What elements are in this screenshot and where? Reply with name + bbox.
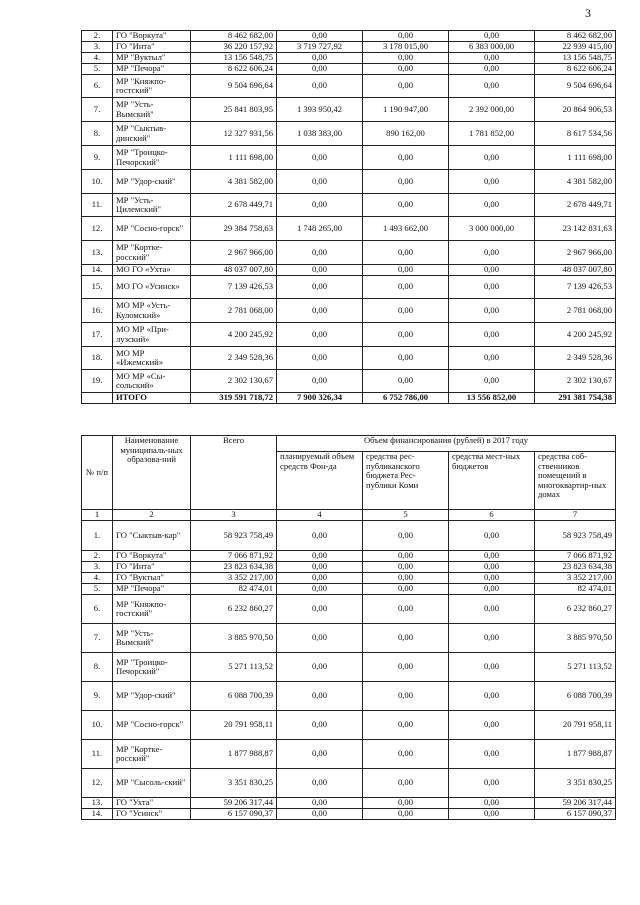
municipality-name: МР "Корткe-росский"	[113, 241, 191, 265]
row-number: 15.	[82, 276, 113, 299]
fund-amount: 0,00	[277, 170, 363, 194]
local-budget-amount: 0,00	[449, 769, 535, 798]
table-row	[82, 265, 616, 276]
municipality-name: МР "Корткe-росский"	[113, 740, 191, 769]
owners-amount: 2 678 449,71	[535, 194, 616, 217]
row-number: 6.	[82, 75, 113, 98]
local-budget-amount: 0,00	[449, 809, 535, 820]
fund-amount: 0,00	[277, 798, 363, 809]
municipality-name: МР "Удор-ский"	[113, 682, 191, 711]
total-amount: 6 232 860,27	[191, 595, 277, 624]
total-amount: 3 352 217,00	[191, 573, 277, 584]
republic-budget-amount: 0,00	[363, 521, 449, 551]
table-row	[82, 276, 616, 299]
owners-amount: 8 462 682,00	[535, 31, 616, 42]
owners-amount: 291 381 754,38	[535, 393, 616, 404]
republic-budget-amount: 890 162,00	[363, 122, 449, 146]
local-budget-amount: 0,00	[449, 323, 535, 347]
republic-budget-amount: 0,00	[363, 323, 449, 347]
table-row	[82, 98, 616, 122]
fund-amount: 0,00	[277, 64, 363, 75]
owners-amount: 5 271 113,52	[535, 653, 616, 682]
owners-amount: 23 823 634,38	[535, 562, 616, 573]
fund-amount: 0,00	[277, 653, 363, 682]
table-row	[82, 323, 616, 347]
fund-amount: 0,00	[277, 809, 363, 820]
row-number: 12.	[82, 217, 113, 241]
municipality-name: МО ГО «Усинск»	[113, 276, 191, 299]
municipality-name: ГО "Воркута"	[113, 551, 191, 562]
owners-amount: 3 352 217,00	[535, 573, 616, 584]
total-amount: 1 877 988,87	[191, 740, 277, 769]
republic-budget-amount: 0,00	[363, 194, 449, 217]
fund-amount: 0,00	[277, 31, 363, 42]
local-budget-amount: 0,00	[449, 711, 535, 740]
local-budget-amount: 0,00	[449, 562, 535, 573]
total-amount: 58 923 758,49	[191, 521, 277, 551]
table-row	[82, 573, 616, 584]
local-budget-amount: 0,00	[449, 53, 535, 64]
republic-budget-amount: 3 178 015,00	[363, 42, 449, 53]
fund-amount: 0,00	[277, 299, 363, 323]
table-row	[82, 682, 616, 711]
row-number: 6.	[82, 595, 113, 624]
column-index: 5	[363, 510, 449, 521]
municipality-name: МР "Троицко-Печорский"	[113, 653, 191, 682]
local-budget-amount: 0,00	[449, 347, 535, 370]
row-number: 10.	[82, 711, 113, 740]
table-row	[82, 809, 616, 820]
owners-amount: 82 474,01	[535, 584, 616, 595]
table-row	[82, 624, 616, 653]
owners-amount: 20 864 906,53	[535, 98, 616, 122]
row-number: 2.	[82, 31, 113, 42]
local-budget-amount: 3 000 000,00	[449, 217, 535, 241]
header-local: средства мест-ных бюджетов	[449, 452, 535, 510]
header-num: № п/п	[82, 436, 113, 510]
republic-budget-amount: 0,00	[363, 595, 449, 624]
row-number: 7.	[82, 98, 113, 122]
table-row	[82, 551, 616, 562]
fund-amount: 0,00	[277, 241, 363, 265]
row-number: 4.	[82, 53, 113, 64]
total-amount: 29 384 758,63	[191, 217, 277, 241]
fund-amount: 0,00	[277, 521, 363, 551]
owners-amount: 2 781 068,00	[535, 299, 616, 323]
republic-budget-amount: 0,00	[363, 53, 449, 64]
municipality-name: МО МР «Ижемский»	[113, 347, 191, 370]
table-row	[82, 31, 616, 42]
total-amount: 13 156 548,75	[191, 53, 277, 64]
total-amount: 2 302 130,67	[191, 370, 277, 393]
republic-budget-amount: 0,00	[363, 64, 449, 75]
table-row	[82, 241, 616, 265]
row-number: 8.	[82, 653, 113, 682]
republic-budget-amount: 0,00	[363, 798, 449, 809]
fund-amount: 0,00	[277, 370, 363, 393]
table-row	[82, 53, 616, 64]
fund-amount: 3 719 727,92	[277, 42, 363, 53]
total-amount: 2 781 068,00	[191, 299, 277, 323]
table-row	[82, 217, 616, 241]
owners-amount: 6 157 090,37	[535, 809, 616, 820]
republic-budget-amount: 0,00	[363, 584, 449, 595]
row-number: 4.	[82, 573, 113, 584]
owners-amount: 7 139 426,53	[535, 276, 616, 299]
municipality-name: МР "Усть-Цилемский"	[113, 194, 191, 217]
fund-amount: 0,00	[277, 740, 363, 769]
table-row	[82, 122, 616, 146]
municipality-name: МР "Троицко-Печорский"	[113, 146, 191, 170]
table-row	[82, 769, 616, 798]
header-owners: средства соб-ственников помещений в многоквартир-ных домах	[535, 452, 616, 510]
column-index: 7	[535, 510, 616, 521]
row-number: 13.	[82, 241, 113, 265]
row-number: 7.	[82, 624, 113, 653]
financing-table-2017	[81, 435, 616, 820]
republic-budget-amount: 0,00	[363, 809, 449, 820]
owners-amount: 23 142 831,63	[535, 217, 616, 241]
municipality-name: ГО "Инта"	[113, 42, 191, 53]
fund-amount: 0,00	[277, 146, 363, 170]
local-budget-amount: 0,00	[449, 551, 535, 562]
owners-amount: 20 791 958,11	[535, 711, 616, 740]
republic-budget-amount: 0,00	[363, 653, 449, 682]
fund-amount: 7 900 326,34	[277, 393, 363, 404]
row-number: 8.	[82, 122, 113, 146]
total-amount: 2 349 528,36	[191, 347, 277, 370]
municipality-name: МР "Печора"	[113, 584, 191, 595]
municipality-name: ГО "Сыктыв-кар"	[113, 521, 191, 551]
row-number: 9.	[82, 682, 113, 711]
total-amount: 9 504 696,64	[191, 75, 277, 98]
row-number: 18.	[82, 347, 113, 370]
owners-amount: 4 200 245,92	[535, 323, 616, 347]
municipality-name: МР "Вуктыл"	[113, 53, 191, 64]
table-row	[82, 584, 616, 595]
table-row	[82, 740, 616, 769]
republic-budget-amount: 0,00	[363, 31, 449, 42]
municipality-name: ГО "Ухта"	[113, 798, 191, 809]
total-amount: 48 037 007,80	[191, 265, 277, 276]
fund-amount: 0,00	[277, 347, 363, 370]
table-row	[82, 194, 616, 217]
republic-budget-amount: 1 493 662,00	[363, 217, 449, 241]
owners-amount: 58 923 758,49	[535, 521, 616, 551]
table-row	[82, 170, 616, 194]
republic-budget-amount: 0,00	[363, 624, 449, 653]
table-row	[82, 521, 616, 551]
local-budget-amount: 0,00	[449, 241, 535, 265]
municipality-name: МО МР «Усть-Куломский»	[113, 299, 191, 323]
total-row	[82, 393, 616, 404]
fund-amount: 0,00	[277, 323, 363, 347]
municipality-name: МР "Усть-Вымский"	[113, 98, 191, 122]
municipality-name: МР "Сосно-горск"	[113, 711, 191, 740]
local-budget-amount: 0,00	[449, 595, 535, 624]
row-number: 9.	[82, 146, 113, 170]
total-label: ИТОГО	[113, 393, 191, 404]
row-number: 13.	[82, 798, 113, 809]
page-number: 3	[585, 6, 591, 20]
total-amount: 4 200 245,92	[191, 323, 277, 347]
total-amount: 23 823 634,38	[191, 562, 277, 573]
fund-amount: 0,00	[277, 53, 363, 64]
row-number: 11.	[82, 194, 113, 217]
table-row	[82, 347, 616, 370]
fund-amount: 1 748 265,00	[277, 217, 363, 241]
row-number: 19.	[82, 370, 113, 393]
municipality-name: ГО "Инта"	[113, 562, 191, 573]
fund-amount: 0,00	[277, 265, 363, 276]
local-budget-amount: 0,00	[449, 370, 535, 393]
total-amount: 5 271 113,52	[191, 653, 277, 682]
total-amount: 4 381 582,00	[191, 170, 277, 194]
municipality-name: МО ГО «Ухта»	[113, 265, 191, 276]
owners-amount: 48 037 007,80	[535, 265, 616, 276]
republic-budget-amount: 0,00	[363, 573, 449, 584]
owners-amount: 3 351 830,25	[535, 769, 616, 798]
owners-amount: 4 381 582,00	[535, 170, 616, 194]
local-budget-amount: 0,00	[449, 146, 535, 170]
total-amount: 6 088 700,39	[191, 682, 277, 711]
total-amount: 59 206 317,44	[191, 798, 277, 809]
local-budget-amount: 13 556 852,00	[449, 393, 535, 404]
row-number: 2.	[82, 551, 113, 562]
local-budget-amount: 2 392 000,00	[449, 98, 535, 122]
municipality-name: ГО "Воркута"	[113, 31, 191, 42]
republic-budget-amount: 6 752 786,00	[363, 393, 449, 404]
republic-budget-amount: 0,00	[363, 146, 449, 170]
row-number: 12.	[82, 769, 113, 798]
local-budget-amount: 0,00	[449, 299, 535, 323]
fund-amount: 0,00	[277, 276, 363, 299]
municipality-name: МР "Княжпо-гостский"	[113, 595, 191, 624]
municipality-name: ГО "Вуктыл"	[113, 573, 191, 584]
header-name: Наименование муниципаль-ных образова-ний	[113, 436, 191, 510]
table-row	[82, 146, 616, 170]
republic-budget-amount: 0,00	[363, 299, 449, 323]
local-budget-amount: 0,00	[449, 64, 535, 75]
municipality-name: МР "Удор-ский"	[113, 170, 191, 194]
column-index: 6	[449, 510, 535, 521]
row-number	[82, 393, 113, 404]
column-index: 3	[191, 510, 277, 521]
table-row	[82, 299, 616, 323]
total-amount: 25 841 803,95	[191, 98, 277, 122]
table-row	[82, 75, 616, 98]
owners-amount: 22 939 415,00	[535, 42, 616, 53]
owners-amount: 8 617 534,56	[535, 122, 616, 146]
header-group: Объем финансирования (рублей) в 2017 году	[277, 436, 616, 452]
republic-budget-amount: 0,00	[363, 241, 449, 265]
header-total: Всего	[191, 436, 277, 510]
fund-amount: 0,00	[277, 562, 363, 573]
owners-amount: 59 206 317,44	[535, 798, 616, 809]
fund-amount: 0,00	[277, 573, 363, 584]
local-budget-amount: 0,00	[449, 265, 535, 276]
total-amount: 20 791 958,11	[191, 711, 277, 740]
total-amount: 319 591 718,72	[191, 393, 277, 404]
total-amount: 7 139 426,53	[191, 276, 277, 299]
local-budget-amount: 0,00	[449, 653, 535, 682]
municipality-name: МР "Сыктыв-динский"	[113, 122, 191, 146]
republic-budget-amount: 1 190 947,00	[363, 98, 449, 122]
total-amount: 36 220 157,92	[191, 42, 277, 53]
table-row	[82, 595, 616, 624]
fund-amount: 0,00	[277, 75, 363, 98]
fund-amount: 1 393 950,42	[277, 98, 363, 122]
municipality-name: ГО "Усинск"	[113, 809, 191, 820]
local-budget-amount: 0,00	[449, 276, 535, 299]
owners-amount: 9 504 696,64	[535, 75, 616, 98]
municipality-name: МО МР «Сы-сольский»	[113, 370, 191, 393]
republic-budget-amount: 0,00	[363, 682, 449, 711]
local-budget-amount: 0,00	[449, 740, 535, 769]
owners-amount: 6 232 860,27	[535, 595, 616, 624]
table-row	[82, 562, 616, 573]
row-number: 11.	[82, 740, 113, 769]
owners-amount: 3 885 970,50	[535, 624, 616, 653]
total-amount: 12 327 931,56	[191, 122, 277, 146]
table-row	[82, 42, 616, 53]
table-row	[82, 711, 616, 740]
row-number: 1.	[82, 521, 113, 551]
row-number: 3.	[82, 562, 113, 573]
republic-budget-amount: 0,00	[363, 551, 449, 562]
fund-amount: 0,00	[277, 595, 363, 624]
local-budget-amount: 0,00	[449, 170, 535, 194]
total-amount: 2 967 966,00	[191, 241, 277, 265]
total-amount: 2 678 449,71	[191, 194, 277, 217]
local-budget-amount: 0,00	[449, 798, 535, 809]
total-amount: 3 351 830,25	[191, 769, 277, 798]
row-number: 14.	[82, 809, 113, 820]
fund-amount: 0,00	[277, 711, 363, 740]
owners-amount: 7 066 871,92	[535, 551, 616, 562]
table-row	[82, 370, 616, 393]
column-index: 4	[277, 510, 363, 521]
republic-budget-amount: 0,00	[363, 370, 449, 393]
republic-budget-amount: 0,00	[363, 170, 449, 194]
municipality-name: МР "Сысоль-ский"	[113, 769, 191, 798]
local-budget-amount: 0,00	[449, 584, 535, 595]
row-number: 10.	[82, 170, 113, 194]
republic-budget-amount: 0,00	[363, 769, 449, 798]
owners-amount: 2 967 966,00	[535, 241, 616, 265]
local-budget-amount: 0,00	[449, 682, 535, 711]
row-number: 5.	[82, 64, 113, 75]
total-amount: 1 111 698,00	[191, 146, 277, 170]
owners-amount: 1 111 698,00	[535, 146, 616, 170]
total-amount: 3 885 970,50	[191, 624, 277, 653]
total-amount: 8 622 606,24	[191, 64, 277, 75]
owners-amount: 8 622 606,24	[535, 64, 616, 75]
fund-amount: 1 038 383,00	[277, 122, 363, 146]
total-amount: 7 066 871,92	[191, 551, 277, 562]
local-budget-amount: 0,00	[449, 31, 535, 42]
owners-amount: 13 156 548,75	[535, 53, 616, 64]
row-number: 5.	[82, 584, 113, 595]
municipality-name: МР "Княжпо-гостский"	[113, 75, 191, 98]
local-budget-amount: 0,00	[449, 521, 535, 551]
owners-amount: 2 349 528,36	[535, 347, 616, 370]
local-budget-amount: 6 383 000,00	[449, 42, 535, 53]
fund-amount: 0,00	[277, 682, 363, 711]
local-budget-amount: 1 781 852,00	[449, 122, 535, 146]
fund-amount: 0,00	[277, 769, 363, 798]
republic-budget-amount: 0,00	[363, 347, 449, 370]
column-index: 1	[82, 510, 113, 521]
table-row	[82, 653, 616, 682]
row-number: 16.	[82, 299, 113, 323]
header-rep: средства рес-публиканского бюджета Рес-публики Коми	[363, 452, 449, 510]
row-number: 3.	[82, 42, 113, 53]
municipality-name: МР "Сосно-горск"	[113, 217, 191, 241]
total-amount: 6 157 090,37	[191, 809, 277, 820]
owners-amount: 2 302 130,67	[535, 370, 616, 393]
total-amount: 8 462 682,00	[191, 31, 277, 42]
republic-budget-amount: 0,00	[363, 711, 449, 740]
republic-budget-amount: 0,00	[363, 75, 449, 98]
republic-budget-amount: 0,00	[363, 562, 449, 573]
local-budget-amount: 0,00	[449, 194, 535, 217]
local-budget-amount: 0,00	[449, 573, 535, 584]
fund-amount: 0,00	[277, 194, 363, 217]
fund-amount: 0,00	[277, 584, 363, 595]
republic-budget-amount: 0,00	[363, 276, 449, 299]
municipality-name: МР "Печора"	[113, 64, 191, 75]
total-amount: 82 474,01	[191, 584, 277, 595]
row-number: 17.	[82, 323, 113, 347]
owners-amount: 1 877 988,87	[535, 740, 616, 769]
header-fund: планируемый объем средств Фон-да	[277, 452, 363, 510]
republic-budget-amount: 0,00	[363, 740, 449, 769]
local-budget-amount: 0,00	[449, 75, 535, 98]
table-row	[82, 798, 616, 809]
local-budget-amount: 0,00	[449, 624, 535, 653]
column-index: 2	[113, 510, 191, 521]
fund-amount: 0,00	[277, 551, 363, 562]
financing-table-continued	[81, 30, 616, 404]
row-number: 14.	[82, 265, 113, 276]
republic-budget-amount: 0,00	[363, 265, 449, 276]
owners-amount: 6 088 700,39	[535, 682, 616, 711]
table-row	[82, 64, 616, 75]
municipality-name: МР "Усть-Вымский"	[113, 624, 191, 653]
municipality-name: МО МР «При-лузский»	[113, 323, 191, 347]
fund-amount: 0,00	[277, 624, 363, 653]
